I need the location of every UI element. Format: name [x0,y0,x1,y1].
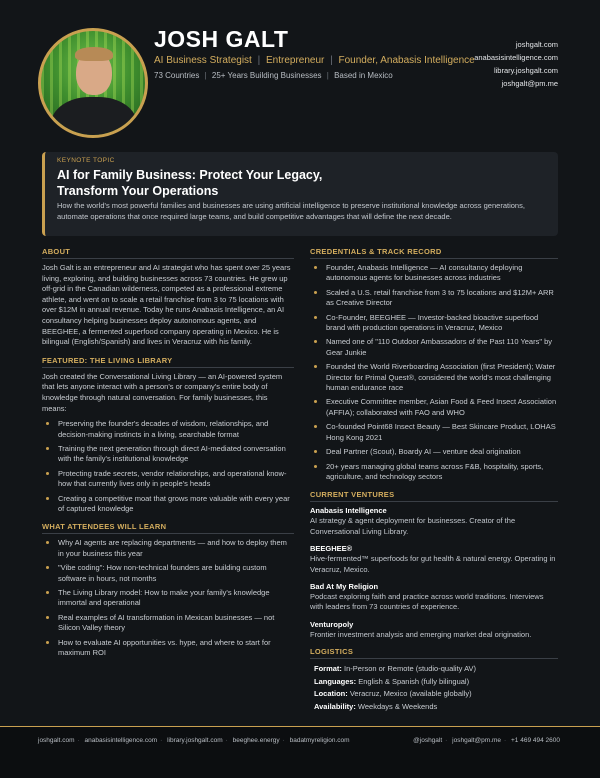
meta-1: 73 Countries [154,71,200,80]
list-item: "Vibe coding": How non-technical founders are building custom software in hours, not months [42,563,294,584]
featured-list [42,419,294,514]
about-title: ABOUT [42,247,294,259]
logistics-value: In-Person or Remote (studio-quality AV) [344,664,477,674]
role-3: Founder, Anabasis Intelligence [338,55,475,66]
meta-3: Based in Mexico [334,71,393,80]
list-item: Real examples of AI transformation in Mexican businesses — not Silicon Valley theory [42,613,294,634]
logistics-availability [310,701,558,714]
featured-text: Josh created the Conversational Living Library — an AI-powered system that lets anyone interact with a person's or company's entire body of knowledge through natural conversation. For family businesses, this means: [42,371,283,413]
contact-list [474,38,558,90]
footer-link[interactable]: anabasisintelligence.com [84,737,158,744]
logistics-label: Availability: [314,701,356,711]
list-item: Executive Committee member, Asian Food & Feed Insect Association (AFFIA); collaborated with FAO and WHO [310,397,558,418]
footer-contacts: @joshgalt · joshgalt@pm.me · +1 469 494 2600 [413,737,560,744]
list-item: Preserving the founder's decades of wisdom, relationships, and decision-making instincts in a living, searchable format [42,419,294,440]
list-item: Deal Partner (Scout), Boardy AI — venture deal origination [310,447,558,457]
keynote-label: KEYNOTE TOPIC [57,157,115,164]
footer-social[interactable]: @joshgalt [413,737,443,744]
list-item: How to evaluate AI opportunities vs. hype, and where to start for maximum ROI [42,638,294,659]
logistics-label: Location: [314,689,348,699]
keynote-title-line-1: AI for Family Business: Protect Your Legacy, [57,168,323,182]
about-text: Josh Galt is an entrepreneur and AI strategist who has spent over 25 years living, exploring, and building businesses across 73 countries. He grew up off-grid in the Canadian wilderness, competed as a professional extreme athlete, and went on to scale a retail franchise from 3 to 75 locations with over $12M in annual revenue. Today he runs Anabasis Intelligence, an AI consultancy helping businesses deploy autonomous agents, and BEEGHEE, a fermented superfood company operating in Mexico. He is bilingual (English/Spanish) and lives in Veracruz with his family. [42,263,291,347]
ventures-title: CURRENT VENTURES [310,490,558,502]
venture-description: Podcast exploring faith and practice across world traditions. Interviews with leaders from 73 countries of experience. [310,591,544,612]
speaker-meta: 73 Countries | 25+ Years Building Businesses | Based in Mexico [154,71,393,80]
footer-link[interactable]: joshgalt.com [38,737,75,744]
avatar [38,28,148,138]
avatar-shirt [51,97,137,138]
list-item: 20+ years managing global teams across F&B, hospitality, sports, agriculture, and technology sectors [310,462,558,483]
logistics-location [310,688,558,701]
speaker-name: JOSH GALT [154,26,289,52]
footer-link[interactable]: library.joshgalt.com [167,737,223,744]
footer-email[interactable]: joshgalt@pm.me [452,737,502,744]
list-item: Co-founded Point68 Insect Beauty — Best Skincare Product, LOHAS Hong Kong 2021 [310,422,558,443]
venture-item [310,620,558,640]
logistics-languages [310,676,558,689]
venture-item [310,506,558,537]
meta-2: 25+ Years Building Businesses [211,71,322,80]
avatar-hair [75,47,113,61]
list-item: Named one of "110 Outdoor Ambassadors of the Past 110 Years" by Gear Junkie [310,337,558,358]
list-item: The Living Library model: How to make your family's knowledge immortal and operational [42,588,294,609]
logistics-title: LOGISTICS [310,647,558,659]
footer-links: joshgalt.com · anabasisintelligence.com · library.joshgalt.com · beeghee.energy · badatmyreligion.com [38,737,350,744]
featured-title: FEATURED: THE LIVING LIBRARY [42,356,294,368]
logistics-label: Format: [314,664,342,674]
venture-name: BEEGHEE® [310,544,353,554]
keynote-card [42,152,558,236]
credentials-list [310,263,558,482]
logistics-value: Veracruz, Mexico (available globally) [349,689,472,699]
venture-item [310,544,558,575]
footer-link[interactable]: badatmyreligion.com [289,737,350,744]
list-item: Training the next generation through direct AI-mediated conversation with the family's institutional knowledge [42,444,294,465]
list-item: Why AI agents are replacing departments — and how to deploy them in your business this year [42,538,294,559]
venture-name: Venturopoly [310,619,354,629]
venture-description: Frontier investment analysis and emerging market deal origination. [310,629,532,639]
footer-link[interactable]: beeghee.energy [232,737,280,744]
learn-title: WHAT ATTENDEES WILL LEARN [42,522,294,534]
list-item: Creating a competitive moat that grows more valuable with every year of captured knowledge [42,494,294,515]
keynote-title-line-2: Transform Your Operations [57,184,219,198]
venture-description: AI strategy & agent deployment for businesses. Creator of the Conversational Living Library. [310,516,516,536]
right-column [310,247,558,713]
list-item: Founded the World Riverboarding Association (first President); Water Director for Primal Quest®, considered the world's most challenging human endurance race [310,362,558,393]
venture-name: Anabasis Intelligence [310,506,387,516]
contact-email[interactable]: joshgalt@pm.me [501,79,558,88]
role-2: Entrepreneur [265,55,325,66]
left-column [42,247,294,666]
learn-list [42,538,294,658]
footer-phone[interactable]: +1 469 494 2600 [511,737,560,744]
list-item: Co-Founder, BEEGHEE — Investor-backed bioactive superfood brand with production operations in Veracruz, Mexico [310,313,558,334]
logistics-value: English & Spanish (fully bilingual) [358,676,470,686]
logistics-format [310,663,558,676]
logistics-value: Weekdays & Weekends [357,701,438,711]
footer [0,726,600,778]
speaker-roles: AI Business Strategist | Entrepreneur | Founder, Anabasis Intelligence [154,55,475,66]
contact-library[interactable]: library.joshgalt.com [493,66,558,75]
header [0,0,600,140]
keynote-description: How the world's most powerful families and businesses are using artificial intelligence to preserve institutional knowledge across generations, automate operations that once required large teams, and build competitive advantages that will define the next decade. [57,201,525,221]
credentials-title: CREDENTIALS & TRACK RECORD [310,247,558,259]
logistics-label: Languages: [314,676,357,686]
venture-item [310,582,558,613]
venture-description: Hive-fermented™ superfoods for gut health & natural energy. Operating in Veracruz, Mexico. [310,554,556,574]
keynote-title [57,167,548,199]
contact-website[interactable]: joshgalt.com [515,40,558,49]
list-item: Protecting trade secrets, vendor relationships, and operational know-how that currently lives only in people's heads [42,469,294,490]
contact-anabasis[interactable]: anabasisintelligence.com [474,53,558,62]
role-1: AI Business Strategist [154,55,252,66]
venture-name: Bad At My Religion [310,581,379,591]
list-item: Scaled a U.S. retail franchise from 3 to 75 locations and $12M+ ARR as Creative Director [310,288,558,309]
list-item: Founder, Anabasis Intelligence — AI consultancy deploying autonomous agents for businesses across industries [310,263,558,284]
